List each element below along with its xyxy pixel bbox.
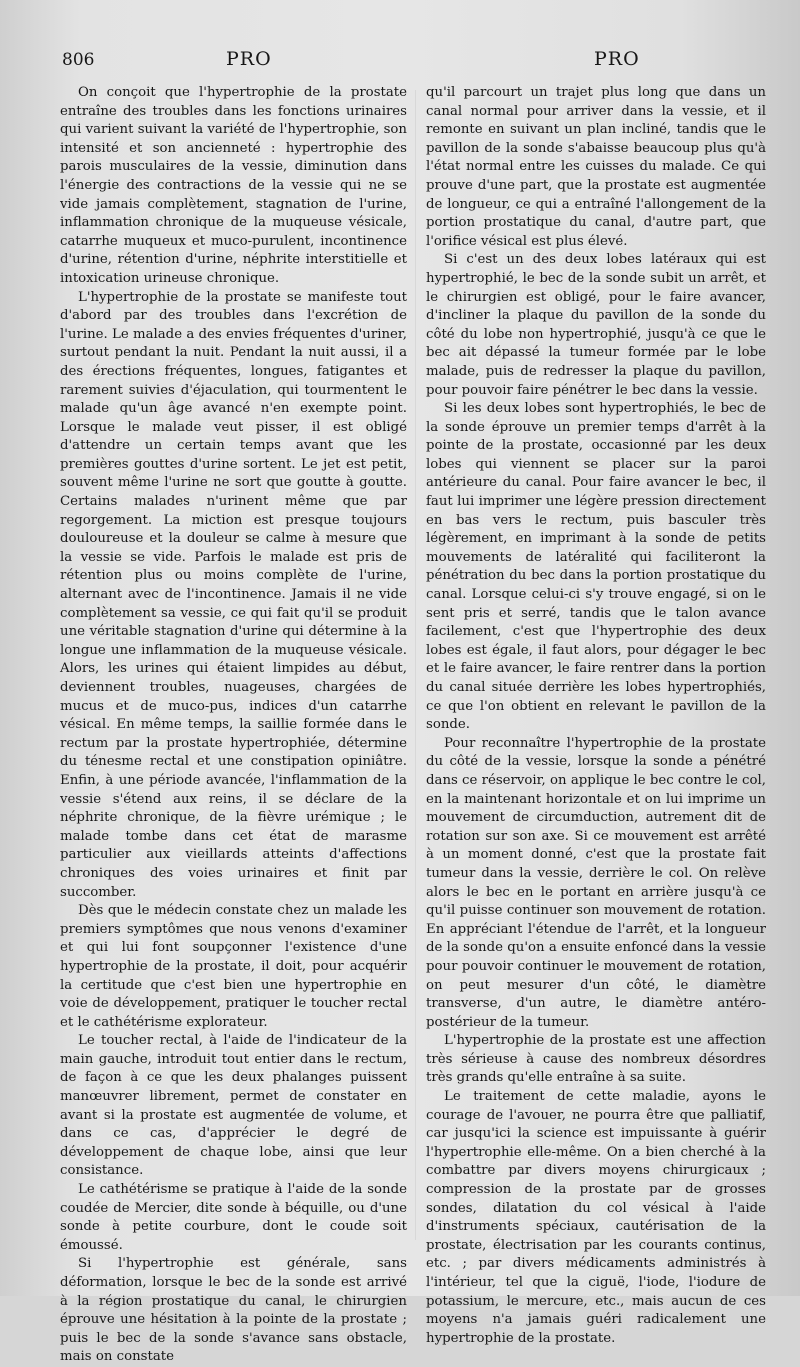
paragraph: L'hypertrophie de la prostate se manifeste tout d'abord par des troubles dans l'excrétion de l'urine. Le malade a des envies fréquentes d'uriner, surtout pendant la nuit. Pendant la nuit aussi, il a des érections fréquentes, longues, fatigantes et rarement suivies d'éjaculation, qui tourmentent le malade qu'un âge avancé n'en exempte point. Lorsque le malade veut pisser, il est obligé d'attendre un certain temps avant que les premières gouttes d'urine sortent. Le jet est petit, souvent même l'urine ne sort que goutte à goutte. Certains malades n'urinent même que par regorgement. La miction est presque toujours douloureuse et la douleur se calme à mesure que la vessie se vide. Parfois le malade est pris de rétention plus ou moins complète de l'urine, alternant avec de l'incontinence. Jamais il ne vide complètement sa vessie, ce qui fait qu'il se produit une véritable stagnation d'urine qui détermine à la longue une inflammation de la muqueuse vésicale. Alors, les urines qui étaient limpides au début, deviennent troubles, nuageuses, chargées de mucus et de muco-pus, indices d'un catarrhe vésical. En même temps, la saillie formée dans le rectum par la prostate hypertrophiée, détermine du ténesme rectal et une constipation opiniâtre. Enfin, à une période avancée, l'inflammation de la vessie s'étend aux reins, il se déclare de la néphrite chronique, de la fièvre urémique ; le malade tombe dans cet état de marasme particulier aux vieillards atteints d'affections chroniques des voies urinaires et finit par succomber. [60,289,407,900]
page-header [0,44,800,74]
right-column [426,84,766,1346]
running-head-right: PRO [594,48,640,70]
paragraph: L'hypertrophie de la prostate est une affection très sérieuse à cause des nombreux désordres très grands qu'elle entraîne à sa suite. [426,1033,766,1086]
paragraph: Si les deux lobes sont hypertrophiés, le bec de la sonde éprouve un premier temps d'arrêt à la pointe de la prostate, occasionné par les deux lobes qui viennent se placer sur la paroi antérieure du canal. Pour faire avancer le bec, il faut lui imprimer une légère pression directement en bas vers le rectum, puis basculer très légèrement, en imprimant à la sonde de petits mouvements de latéralité qui faciliteront la pénétration du bec dans la portion prostatique du canal. Lorsque celui-ci s'y trouve engagé, si on le sent pris et serré, tandis que le talon avance facilement, c'est que l'hypertrophie des deux lobes est égale, il faut alors, pour dégager le bec et le faire avancer, le faire rentrer dans la portion du canal située derrière les lobes hypertrophiés, ce que l'on obtient en relevant le pavillon de la sonde. [426,401,766,733]
running-head-left: PRO [226,48,272,70]
column-gutter [415,90,416,1240]
paragraph: Le cathétérisme se pratique à l'aide de la sonde coudée de Mercier, dite sonde à béquille, ou d'une sonde à petite courbure, dont le coude soit émoussé. [60,1182,407,1253]
paragraph: Dès que le médecin constate chez un malade les premiers symptômes que nous venons d'examiner et qui lui font soupçonner l'existence d'une hypertrophie de la prostate, il doit, pour acquérir la certitude que c'est bien une hypertrophie en voie de développement, pratiquer le toucher rectal et le cathétérisme explorateur. [60,903,407,1030]
paragraph: Si l'hypertrophie est générale, sans déformation, lorsque le bec de la sonde est arrivé à la région prostatique du canal, le chirurgien éprouve une hésitation à la pointe de la prostate ; puis le bec de la sonde s'avance sans obstacle, mais on constate [60,1256,407,1365]
paragraph: Le traitement de cette maladie, ayons le courage de l'avouer, ne pourra être que palliatif, car jusqu'ici la science est impuissante à guérir l'hypertrophie elle-même. On a bien cherché à la combattre par divers moyens chirurgicaux ; compression de la prostate par de grosses sondes, dilatation du col vésical à l'aide d'instruments spéciaux, cautérisation de la prostate, électrisation par les courants continus, etc. ; par divers médicaments administrés à l'intérieur, tel que la ciguë, l'iode, l'iodure de potassium, le mercure, etc., mais aucun de ces moyens n'a jamais guéri radicalement une hypertrophie de la prostate. [426,1089,766,1346]
left-column [60,84,407,1365]
paragraph: Si c'est un des deux lobes latéraux qui est hypertrophié, le bec de la sonde subit un arrêt, et le chirurgien est obligé, pour le faire avancer, d'incliner la plaque du pavillon de la sonde du côté du lobe non hypertrophié, jusqu'à ce que le bec ait dépassé la tumeur formée par le lobe malade, puis de redresser la plaque du pavillon, pour pouvoir faire pénétrer le bec dans la vessie. [426,252,766,398]
page-number: 806 [62,50,95,70]
paragraph: qu'il parcourt un trajet plus long que dans un canal normal pour arriver dans la vessie, et il remonte en suivant un plan incliné, tandis que le pavillon de la sonde s'abaisse beaucoup plus qu'à l'état normal entre les cuisses du malade. Ce qui prouve d'une part, que la prostate est augmentée de longueur, ce qui a entraîné l'allongement de la portion prostatique du canal, d'autre part, que l'orifice vésical est plus élevé. [426,85,766,249]
paragraph: Pour reconnaître l'hypertrophie de la prostate du côté de la vessie, lorsque la sonde a pénétré dans ce réservoir, on applique le bec contre le col, en la maintenant horizontale et on lui imprime un mouvement de circumduction, autrement dit de rotation sur son axe. Si ce mouvement est arrêté à un moment donné, c'est que la prostate fait tumeur dans la vessie, derrière le col. On relève alors le bec en le portant en arrière jusqu'à ce qu'il puisse continuer son mouvement de rotation. En appréciant l'étendue de l'arrêt, et la longueur de la sonde qu'on a ensuite enfoncé dans la vessie pour pouvoir continuer le mouvement de rotation, on peut mesurer d'un côté, le diamètre transverse, d'un autre, le diamètre antéro-postérieur de la tumeur. [426,735,766,1030]
paragraph: On conçoit que l'hypertrophie de la prostate entraîne des troubles dans les fonctions urinaires qui varient suivant la variété de l'hypertrophie, son intensité et son ancienneté : hypertrophie des parois musculaires de la vessie, diminution dans l'énergie des contractions de la vessie qui ne se vide jamais complètement, stagnation de l'urine, inflammation chronique de la muqueuse vésicale, catarrhe muqueux et muco-purulent, incontinence d'urine, rétention d'urine, néphrite interstitielle et intoxication urineuse chronique. [60,85,407,286]
paragraph: Le toucher rectal, à l'aide de l'indicateur de la main gauche, introduit tout entier dans le rectum, de façon à ce que les deux phalanges puissent manœuvrer librement, permet de constater en avant si la prostate est augmentée de volume, et dans ce cas, d'apprécier le degré de développement de chaque lobe, ainsi que leur consistance. [60,1033,407,1179]
